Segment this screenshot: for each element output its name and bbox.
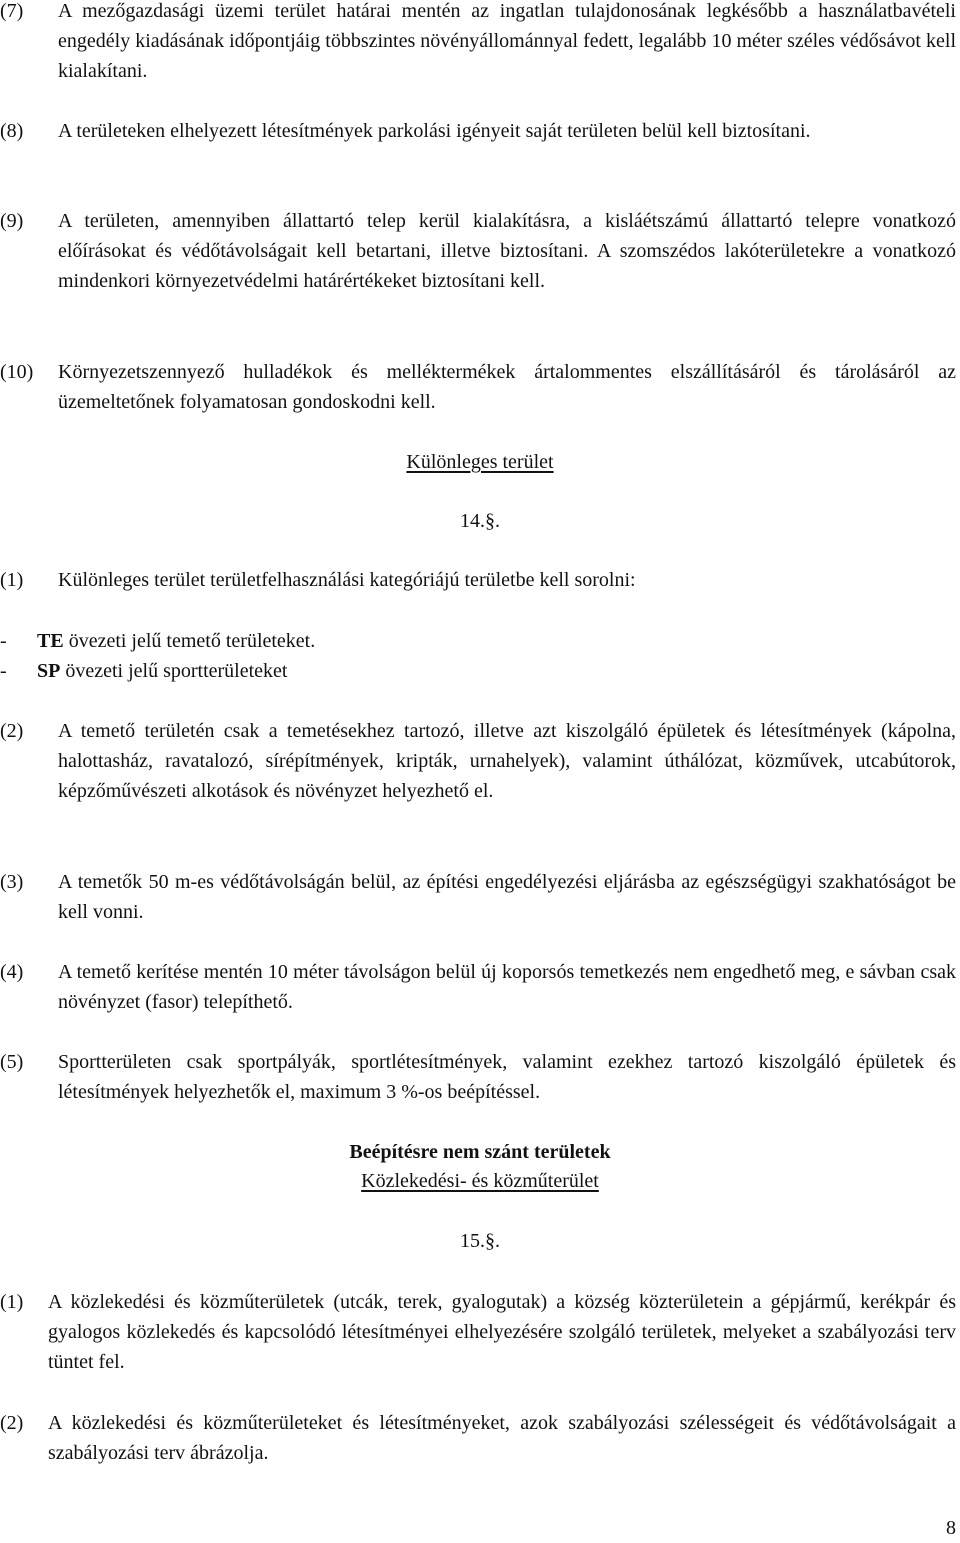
paragraph-text: A mezőgazdasági üzemi terület határai mentén az ingatlan tulajdonosának legkésőbb a használatbavételi engedély kiadásának időpontjáig többszintes növényállománnyal fedett, legalább 10 méter széles védősávot kell kialakítani.: [58, 0, 956, 82]
list-item-text: övezeti jelű sportterületeket: [60, 660, 288, 682]
section-number: 14.§.: [460, 510, 500, 532]
paragraph-14-3: [0, 867, 958, 927]
paragraph-14-1: [0, 565, 958, 595]
paragraph-number: (2): [0, 720, 24, 742]
paragraph-14-2: [0, 716, 958, 836]
paragraph-text: A temető területén csak a temetésekhez tartozó, illetve azt kiszolgáló épületek és létesítmények (kápolna, halottasház, ravatalozó, sírépítmények, kripták, urnahelyek), valamint úthálózat, közművek, utcabútorok, képzőművészeti alkotások és növényzet helyezhető el.: [58, 720, 956, 802]
part-heading: Beépítésre nem szánt területek: [349, 1141, 611, 1163]
paragraph-number: (5): [0, 1051, 24, 1073]
paragraph-14-5: [0, 1047, 958, 1107]
paragraph-text: A temetők 50 m-es védőtávolságán belül, az építési engedélyezési eljárásba az egészségügyi szakhatóságot be kell vonni.: [58, 871, 956, 923]
section-heading: Közlekedési- és közműterület: [361, 1170, 599, 1192]
paragraph-text: A területeken elhelyezett létesítmények parkolási igényeit saját területen belül kell biztosítani.: [58, 120, 811, 142]
zone-code: SP: [37, 660, 61, 682]
paragraph-text: A temető kerítése mentén 10 méter távolságon belül új koporsós temetkezés nem engedhető meg, e sávban csak növényzet (fasor) telepíthető.: [58, 961, 956, 1013]
paragraph-number: (4): [0, 961, 24, 983]
paragraph-number: (2): [0, 1412, 24, 1434]
zone-code: TE: [37, 630, 64, 652]
paragraph-text: A közlekedési és közműterületek (utcák, terek, gyalogutak) a község közterületein a gépjármű, kerékpár és gyalogos közlekedés és kapcsolódó létesítményei elhelyezésére szolgáló területek, melyeket a szabályozási terv tüntet fel.: [48, 1291, 956, 1373]
list-item-text: övezeti jelű temető területeket.: [63, 630, 316, 652]
paragraph-number: (8): [0, 120, 24, 142]
paragraph-15-2: [0, 1408, 958, 1468]
paragraph-14-4: [0, 957, 958, 1017]
paragraph-number: (3): [0, 871, 24, 893]
section-heading: Különleges terület: [406, 451, 554, 473]
paragraph-number: (1): [0, 1291, 24, 1313]
paragraph-number: (10): [0, 361, 34, 383]
paragraph-text: A területen, amennyiben állattartó telep kerül kialakításra, a kisláétszámú állattartó telepre vonatkozó előírásokat és védőtávolságait kell betartani, illetve biztosítani. A szomszédos lakóterületekre a vonatkozó mindenkori környezetvédelmi határértékeket biztosítani kell.: [58, 210, 956, 292]
paragraph-number: (9): [0, 210, 24, 232]
list-dash: -: [0, 630, 7, 652]
paragraph-8: [0, 116, 958, 176]
page-number: 8: [946, 1517, 956, 1539]
paragraph-number: (1): [0, 569, 24, 591]
paragraph-text: Különleges terület területfelhasználási kategóriájú területbe kell sorolni:: [58, 569, 636, 591]
paragraph-number: (7): [0, 0, 24, 22]
paragraph-text: Környezetszennyező hulladékok és melléktermékek ártalommentes elszállításáról és tárolásáról az üzemeltetőnek folyamatosan gondoskodni kell.: [58, 361, 956, 413]
paragraph-10: [0, 357, 958, 417]
list-dash: -: [0, 660, 7, 682]
paragraph-9: [0, 206, 958, 326]
paragraph-text: A közlekedési és közműterületeket és létesítményeket, azok szabályozási szélességeit és védőtávolságait a szabályozási terv ábrázolja.: [48, 1412, 956, 1464]
paragraph-15-1: [0, 1287, 958, 1377]
section-number: 15.§.: [460, 1230, 500, 1252]
paragraph-7: [0, 0, 958, 86]
paragraph-text: Sportterületen csak sportpályák, sportlétesítmények, valamint ezekhez tartozó kiszolgáló épületek és létesítmények helyezhetők el, maximum 3 %-os beépítéssel.: [58, 1051, 956, 1103]
